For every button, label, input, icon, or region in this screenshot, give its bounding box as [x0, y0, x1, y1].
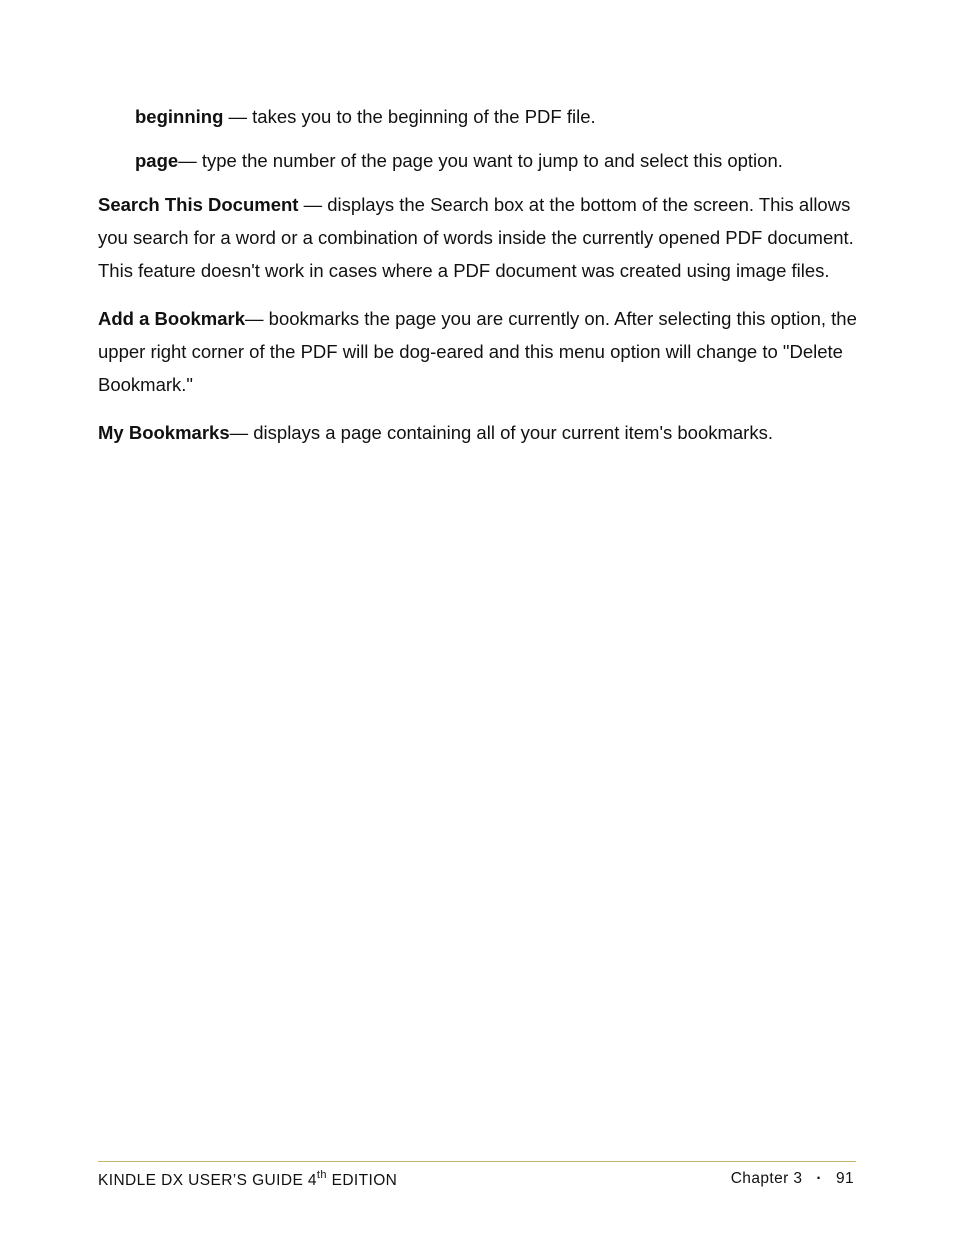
list-item-page	[98, 144, 858, 177]
footer-page-number: 91	[835, 1170, 854, 1187]
footer-guide-title	[98, 1170, 397, 1190]
description-add-a-bookmark: bookmarks the page you are currently on. After selecting this option, the upper right corner of the PDF will be dog-eared and this menu option will change to "Delete Bookmark."	[98, 308, 857, 395]
list-item-search-this-document	[98, 188, 858, 287]
list-item-beginning	[98, 100, 858, 133]
separator: —	[229, 422, 254, 443]
guide-title-prefix: KINDLE DX USER’S GUIDE 4	[98, 1172, 317, 1190]
guide-title-suffix: EDITION	[326, 1172, 398, 1190]
term-add-a-bookmark: Add a Bookmark	[98, 308, 246, 329]
list-item-my-bookmarks	[98, 416, 858, 449]
separator: —	[298, 194, 328, 215]
separator: —	[245, 308, 269, 329]
guide-title-superscript: th	[316, 1169, 327, 1181]
footer-separator-dot: ·	[816, 1170, 822, 1187]
document-body	[98, 100, 858, 464]
footer-page-info	[731, 1170, 854, 1188]
separator: —	[223, 106, 253, 127]
term-page: page	[135, 150, 179, 171]
page-footer	[98, 1170, 856, 1194]
footer-divider	[98, 1161, 856, 1162]
description-my-bookmarks: displays a page containing all of your current item's bookmarks.	[253, 422, 773, 443]
term-search-this-document: Search This Document	[98, 194, 299, 215]
description-search-this-document: displays the Search box at the bottom of the screen. This allows you search for a word or a combination of words inside the currently opened PDF document. This feature doesn't work in cases where a PDF document was created using image files.	[98, 194, 854, 281]
term-my-bookmarks: My Bookmarks	[98, 422, 230, 443]
description-beginning: takes you to the beginning of the PDF file.	[252, 106, 596, 127]
term-beginning: beginning	[135, 106, 224, 127]
list-item-add-a-bookmark	[98, 302, 858, 401]
footer-chapter: Chapter 3	[730, 1170, 803, 1187]
separator: —	[178, 150, 202, 171]
description-page: type the number of the page you want to jump to and select this option.	[201, 150, 783, 171]
